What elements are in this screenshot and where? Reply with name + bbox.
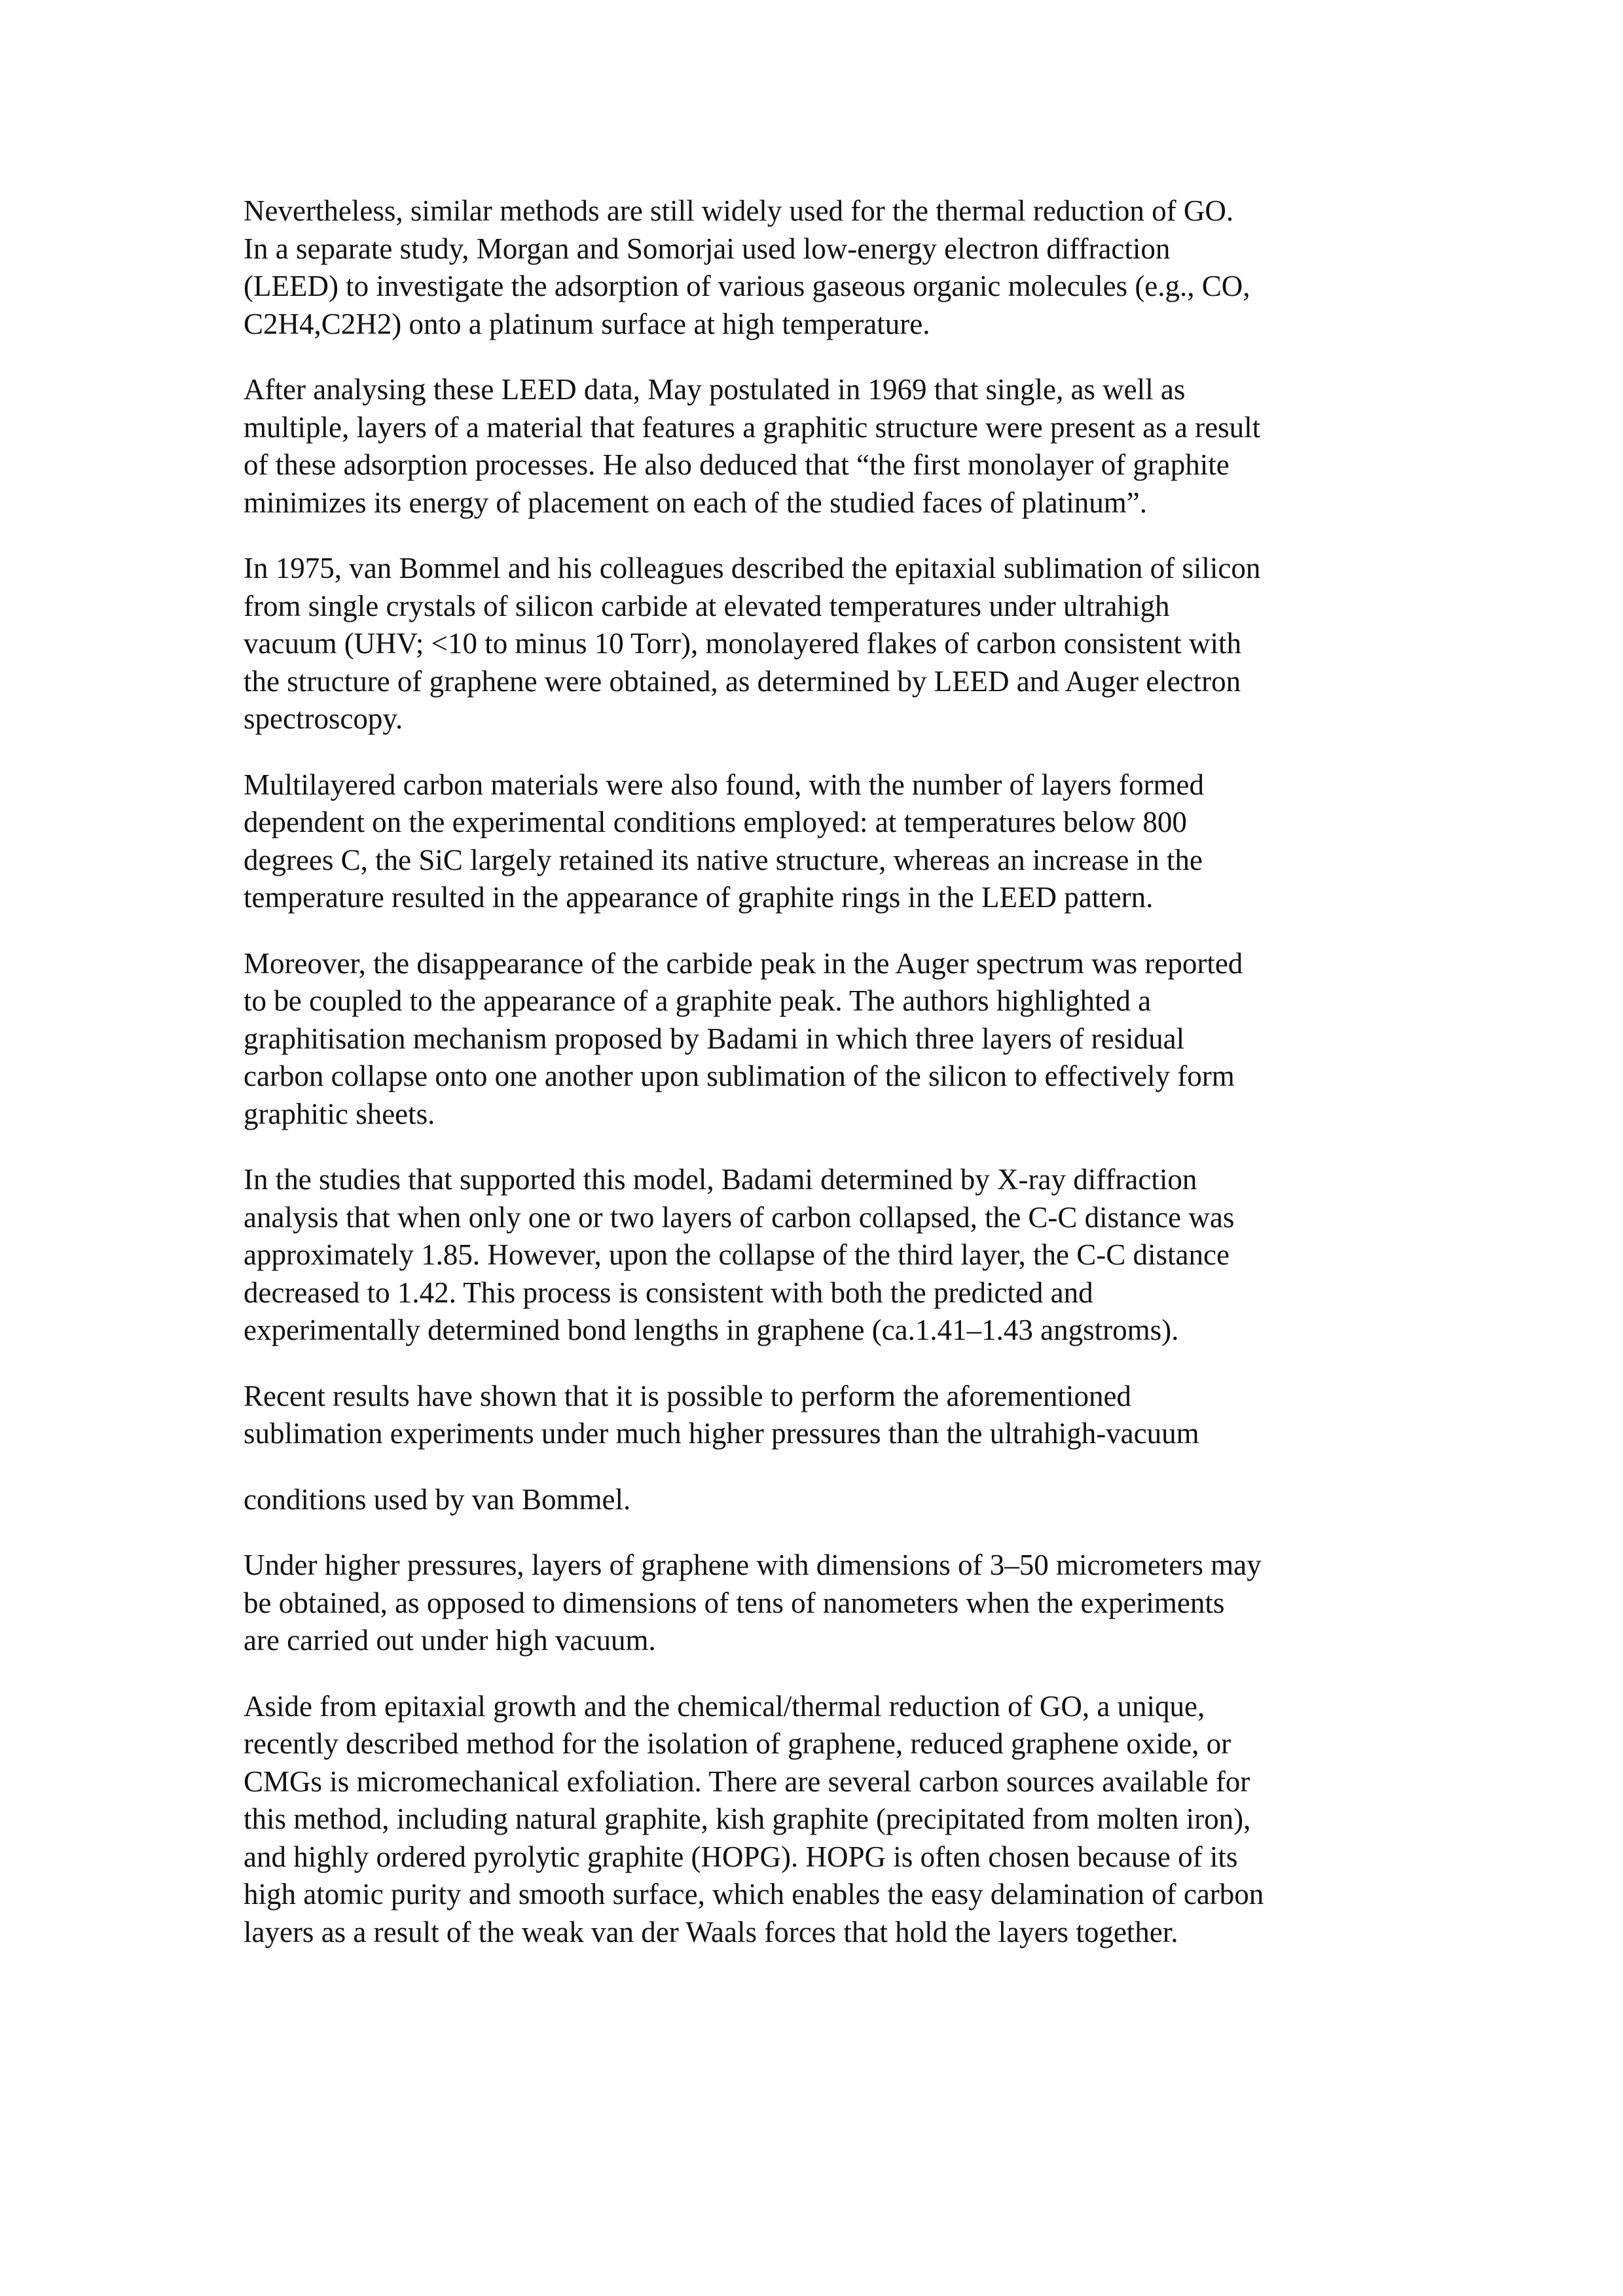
paragraph xyxy=(244,1547,1415,1660)
text-line: experimentally determined bond lengths in graphene (ca.1.41–1.43 angstroms). xyxy=(244,1314,1179,1346)
text-line: Under higher pressures, layers of graphene with dimensions of 3–50 micrometers may xyxy=(244,1549,1262,1581)
paragraph xyxy=(244,371,1415,522)
text-line: In 1975, van Bommel and his colleagues described the epitaxial sublimation of silicon xyxy=(244,552,1261,584)
text-line: vacuum (UHV; <10 to minus 10 Torr), monolayered flakes of carbon consistent with xyxy=(244,627,1241,660)
text-line: high atomic purity and smooth surface, which enables the easy delamination of carbon xyxy=(244,1878,1264,1910)
text-line: carbon collapse onto one another upon sublimation of the silicon to effectively form xyxy=(244,1060,1235,1092)
paragraph xyxy=(244,1378,1415,1453)
text-line: Recent results have shown that it is possible to perform the aforementioned xyxy=(244,1379,1131,1412)
text-line: Aside from epitaxial growth and the chemical/thermal reduction of GO, a unique, xyxy=(244,1689,1205,1723)
text-line: spectroscopy. xyxy=(244,702,403,735)
text-line: analysis that when only one or two layers of carbon collapsed, the C-C distance was xyxy=(244,1200,1235,1234)
text-line: (LEED) to investigate the adsorption of various gaseous organic molecules (e.g., CO, xyxy=(244,270,1250,302)
text-line: decreased to 1.42. This process is consistent with both the predicted and xyxy=(244,1276,1093,1309)
text-line: In a separate study, Morgan and Somorjai used low-energy electron diffraction xyxy=(244,232,1171,265)
text-line: dependent on the experimental conditions employed: at temperatures below 800 xyxy=(244,806,1187,838)
text-line: approximately 1.85. However, upon the collapse of the third layer, the C-C distance xyxy=(244,1238,1230,1271)
text-line: to be coupled to the appearance of a graphite peak. The authors highlighted a xyxy=(244,984,1152,1017)
text-line: graphitisation mechanism proposed by Badami in which three layers of residual xyxy=(244,1022,1185,1055)
text-line: Nevertheless, similar methods are still widely used for the thermal reduction of GO. xyxy=(244,194,1234,227)
paragraph xyxy=(244,192,1415,343)
paragraph xyxy=(244,550,1415,738)
text-line: sublimation experiments under much higher pressures than the ultrahigh-vacuum xyxy=(244,1417,1199,1450)
text-line: be obtained, as opposed to dimensions of tens of nanometers when the experiments xyxy=(244,1586,1225,1619)
text-line: conditions used by van Bommel. xyxy=(244,1482,631,1516)
paragraph xyxy=(244,1161,1415,1350)
text-line: In the studies that supported this model, Badami determined by X-ray diffraction xyxy=(244,1163,1197,1196)
text-line: recently described method for the isolation of graphene, reduced graphene oxide, or xyxy=(244,1727,1231,1760)
text-line: minimizes its energy of placement on each of the studied faces of platinum”. xyxy=(244,486,1147,519)
text-line: graphitic sheets. xyxy=(244,1097,435,1130)
text-line: Moreover, the disappearance of the carbide peak in the Auger spectrum was reported xyxy=(244,946,1243,980)
paragraph xyxy=(244,1688,1415,1952)
text-line: and highly ordered pyrolytic graphite (HOPG). HOPG is often chosen because of its xyxy=(244,1840,1238,1873)
text-line: layers as a result of the weak van der Waals forces that hold the layers together. xyxy=(244,1915,1178,1948)
paragraph xyxy=(244,766,1415,917)
text-line: degrees C, the SiC largely retained its native structure, whereas an increase in the xyxy=(244,843,1203,876)
text-line: of these adsorption processes. He also deduced that “the first monolayer of graphite xyxy=(244,448,1230,481)
text-line: Multilayered carbon materials were also found, with the number of layers formed xyxy=(244,768,1205,801)
body-text xyxy=(244,192,1415,1979)
text-line: from single crystals of silicon carbide at elevated temperatures under ultrahigh xyxy=(244,589,1170,622)
paragraph xyxy=(244,1481,1415,1519)
text-line: multiple, layers of a material that features a graphitic structure were present as a result xyxy=(244,410,1261,444)
text-line: C2H4,C2H2) onto a platinum surface at high temperature. xyxy=(244,307,930,340)
text-line: After analysing these LEED data, May postulated in 1969 that single, as well as xyxy=(244,373,1186,406)
text-line: temperature resulted in the appearance of graphite rings in the LEED pattern. xyxy=(244,881,1154,914)
text-line: CMGs is micromechanical exfoliation. There are several carbon sources available for xyxy=(244,1765,1250,1798)
text-line: the structure of graphene were obtained, as determined by LEED and Auger electron xyxy=(244,664,1241,698)
text-line: are carried out under high vacuum. xyxy=(244,1624,656,1657)
paragraph xyxy=(244,945,1415,1134)
text-line: this method, including natural graphite, kish graphite (precipitated from molten iron), xyxy=(244,1803,1251,1835)
